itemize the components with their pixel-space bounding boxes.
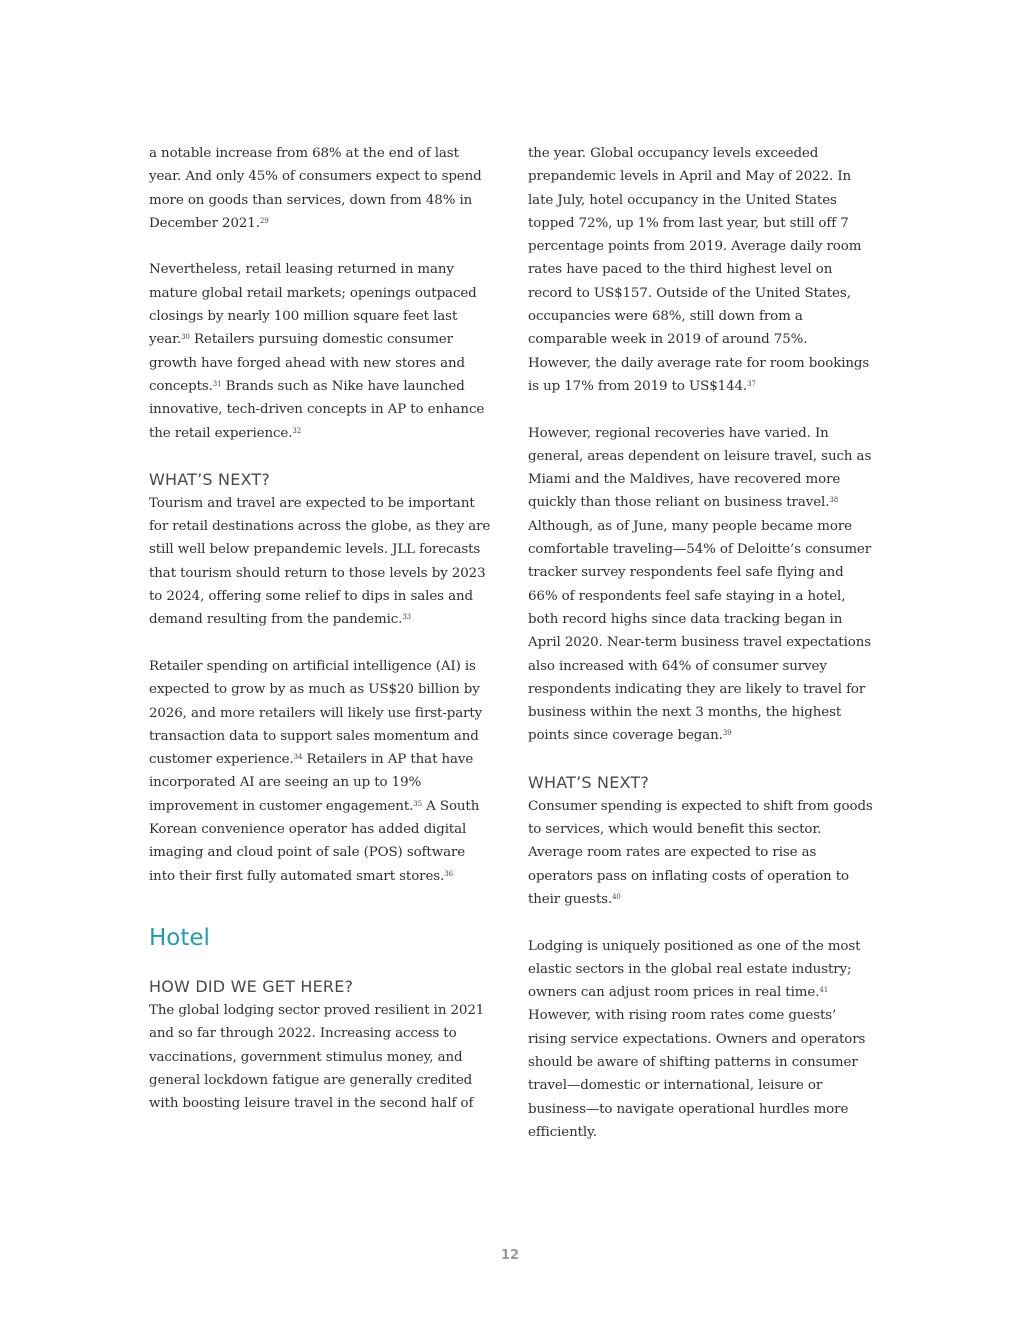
paragraph-text: Consumer spending is expected to shift from goods to services, which would benefit this sector. Average room rates are expected to rise as operators pass on inflating costs of operation to their guests.: [528, 798, 873, 907]
footnote-ref: 31: [212, 379, 222, 388]
footnote-ref: 30: [181, 333, 190, 342]
paragraph-consumer-shift: [528, 795, 873, 911]
right-column: [528, 142, 873, 1144]
footnote-ref: 29: [259, 216, 269, 225]
footnote-ref: 34: [293, 753, 303, 762]
paragraph-text: Lodging is uniquely positioned as one of the most elastic sectors in the global real estate industry; owners can adjust room prices in real time.: [528, 938, 861, 1001]
section-title-hotel: Hotel: [149, 924, 210, 951]
paragraph-text: Brands such as Nike have launched innovative, tech-driven concepts in AP to enhance the retail experience.: [149, 378, 485, 441]
paragraph-text: Tourism and travel are expected to be important for retail destinations across the globe, as they are still well below prepandemic levels. JLL forecasts that tourism should return to those levels by 2023 to 2024, offering some relief to dips in sales and demand resulting from the pandemic.: [149, 495, 491, 628]
paragraph-text: Retailers pursuing domestic consumer growth have forged ahead with new stores and concepts.: [149, 332, 466, 394]
whats-next-heading: WHAT’S NEXT?: [528, 772, 650, 792]
footnote-ref: 40: [612, 892, 621, 901]
left-column: [149, 142, 494, 1115]
paragraph-ai-spending: [149, 655, 494, 888]
paragraph-text: Although, as of June, many people became more comfortable traveling—54% of Deloitte’s consumer tracker survey respondents feel safe flying and 66% of respondents feel safe staying in a hotel, both record highs since data tracking began in April 2020. Near-term business travel expectations also increased with 64% of consumer survey respondents indicating they are likely to travel for business within the next 3 months, the highest points since coverage began.: [528, 518, 872, 744]
paragraph-consumer-spending: [149, 142, 494, 235]
paragraph-text: the year. Global occupancy levels exceeded prepandemic levels in April and May of 2022. In late July, hotel occupancy in the United States topped 72%, up 1% from last year, but still off 7 percentage points from 2019. Average daily room rates have paced to the third highest level on record to US$157. Outside of the United States, occupancies were 68%, still down from a comparable week in 2019 of around 75%. However, the daily average rate for room bookings is up 17% from 2019 to US$144.: [528, 146, 870, 394]
paragraph-text: The global lodging sector proved resilient in 2021 and so far through 2022. Increasing access to vaccinations, government stimulus money, and general lockdown fatigue are generally credited with boosting leisure travel in the second half of: [149, 1002, 485, 1112]
footnote-ref: 41: [819, 986, 829, 995]
how-did-we-get-here-heading: HOW DID WE GET HERE?: [149, 976, 354, 996]
paragraph-occupancy: [528, 142, 873, 398]
paragraph-text: Nevertheless, retail leasing returned in many mature global retail markets; openings outpaced closings by nearly 100 million square feet last year.: [149, 262, 477, 348]
footnote-ref: 33: [402, 613, 412, 622]
footnote-ref: 37: [747, 379, 756, 388]
footnote-ref: 35: [413, 799, 422, 808]
paragraph-text: However, with rising room rates come guests’ rising service expectations. Owners and operators should be aware of shifting patterns in consumer travel—domestic or international, leisure or business—to navigate operational hurdles more efficiently.: [528, 1008, 866, 1140]
footnote-ref: 32: [292, 426, 302, 435]
footnote-ref: 36: [444, 869, 453, 878]
paragraph-tourism: [149, 492, 494, 632]
paragraph-regional-recoveries: [528, 422, 873, 748]
paragraph-retail-leasing: [149, 258, 494, 444]
paragraph-text: a notable increase from 68% at the end of last year. And only 45% of consumers expect to spend more on goods than services, down from 48% in December 2021.: [149, 146, 482, 231]
paragraph-text: However, regional recoveries have varied. In general, areas dependent on leisure travel, such as Miami and the Maldives, have recovered more quickly than those reliant on business travel.: [528, 425, 872, 511]
footnote-ref: 38: [829, 496, 839, 505]
paragraph-lodging-elastic: [528, 935, 873, 1145]
page-number: 12: [500, 1248, 520, 1263]
paragraph-text: Retailer spending on artificial intelligence (AI) is expected to grow by as much as US$20 billion by 2026, and more retailers will likely use first-party transaction data to support sales momentum and customer experience.: [149, 658, 483, 768]
footnote-ref: 39: [722, 729, 732, 738]
paragraph-lodging-resilience: [149, 999, 494, 1115]
whats-next-heading: WHAT’S NEXT?: [149, 469, 271, 489]
paragraph-text: Retailers in AP that have incorporated AI are seeing an up to 19% improvement in customer engagement.: [149, 752, 474, 814]
paragraph-text: A South Korean convenience operator has added digital imaging and cloud point of sale (POS) software into their first fully automated smart stores.: [149, 798, 480, 884]
